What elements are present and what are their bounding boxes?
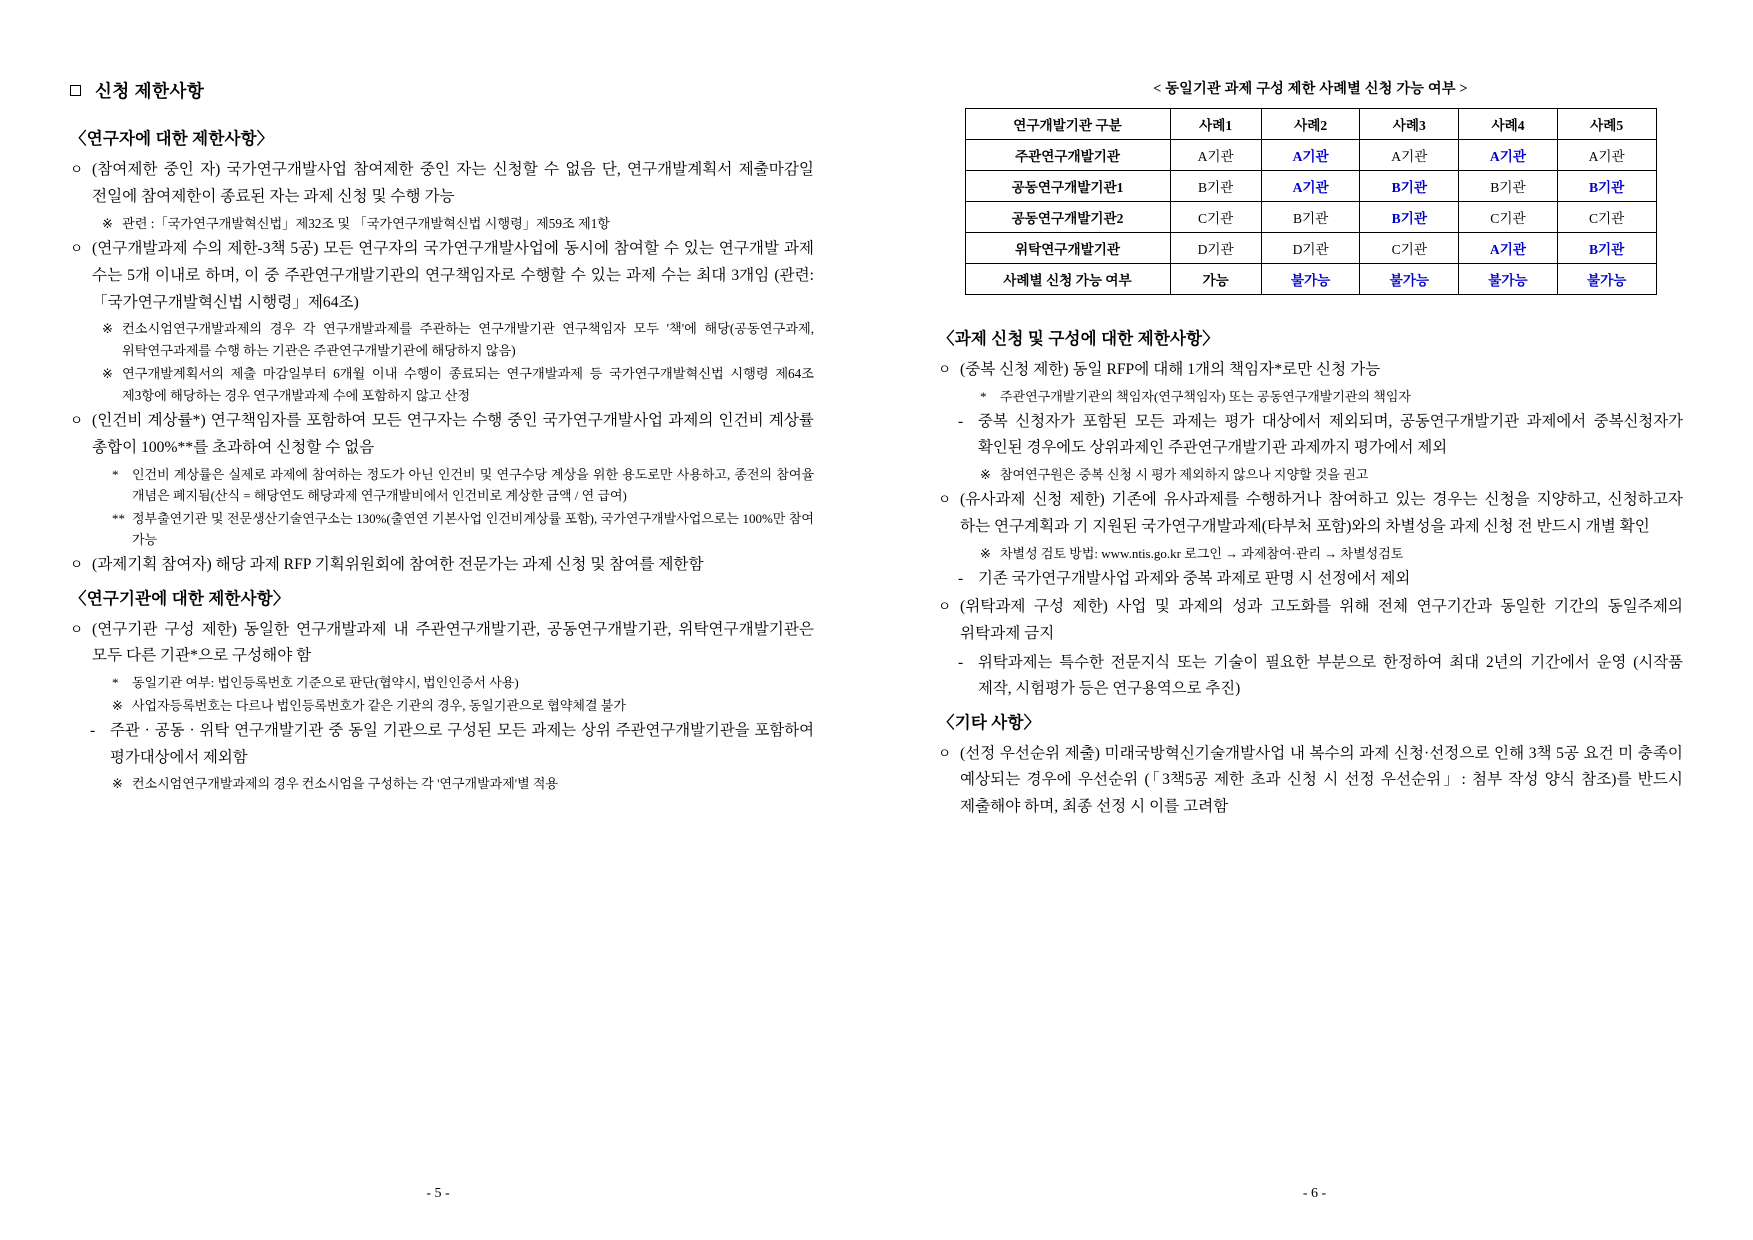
note-item: * 인건비 계상률은 실제로 과제에 참여하는 정도가 아닌 인건비 및 연구수당 계상을 위한 용도로만 사용하고, 종전의 참여율 개념은 폐지됨(산식 = 해당연도 해당과제 연구개발비에서 인건비로 계상한 금액 / 연 급여) [70, 464, 814, 506]
note-item: * 주관연구개발기관의 책임자(연구책임자) 또는 공동연구개발기관의 책임자 [938, 386, 1683, 407]
table-row [965, 233, 1656, 264]
table-cell: A기관 [1360, 140, 1459, 171]
sub-list-item: - 위탁과제는 특수한 전문지식 또는 기술이 필요한 부분으로 한정하여 최대 2년의 기간에서 운영 (시작품 제작, 시험평가 등은 연구용역으로 추진) [938, 650, 1683, 703]
table-col-header: 사례1 [1170, 109, 1261, 140]
page-number-left: - 5 - [426, 1186, 450, 1201]
circle-bullet-icon: ㅇ [70, 162, 84, 177]
square-bullet-icon [70, 85, 81, 96]
dash-bullet-icon: - [90, 722, 96, 740]
table-cell: B기관 [1557, 171, 1656, 202]
table-cell: 불가능 [1459, 264, 1558, 295]
table-caption: < 동일기관 과제 구성 제한 사례별 신청 가능 여부 > [1153, 81, 1468, 97]
table-cell: B기관 [1360, 202, 1459, 233]
page-number-right: - 6 - [1302, 1186, 1327, 1201]
asterisk-mark-icon: * [112, 466, 119, 482]
table-row-label: 주관연구개발기관 [965, 140, 1170, 171]
list-item: ㅇ (중복 신청 제한) 동일 RFP에 대해 1개의 책임자*로만 신청 가능 [938, 357, 1683, 384]
table-row [965, 264, 1656, 295]
circle-bullet-icon: ㅇ [70, 412, 84, 428]
table-row [965, 140, 1656, 171]
list-item: ㅇ (인건비 계상률*) 연구책임자를 포함하여 모든 연구자는 수행 중인 국가연구개발사업 과제의 인건비 계상률 총합이 100%**를 초과하여 신청할 수 없음 [70, 408, 814, 462]
subsection-application-heading: 〈과제 신청 및 구성에 대한 제한사항〉 [938, 329, 1219, 348]
table-cell: B기관 [1360, 171, 1459, 202]
table-row-label: 위탁연구개발기관 [965, 233, 1170, 264]
page-title [70, 78, 814, 103]
double-asterisk-mark-icon: ** [112, 510, 125, 526]
list-item: ㅇ (유사과제 신청 제한) 기존에 유사과제를 수행하거나 참여하고 있는 경우는 신청을 지양하고, 신청하고자 하는 연구계획과 기 지원된 국가연구개발과제(타부처 포함)와의 차별성을 과제 신청 전 반드시 개별 확인 [938, 487, 1683, 541]
note-item: ※ 차별성 검토 방법: www.ntis.go.kr 로그인 → 과제참여·관리 → 차별성검토 [938, 543, 1683, 564]
note-item: ※ 참여연구원은 중복 신청 시 평가 제외하지 않으나 지양할 것을 권고 [938, 464, 1683, 485]
reference-mark-icon: ※ [980, 466, 991, 482]
table-cell: D기관 [1261, 233, 1360, 264]
table-cell: C기관 [1170, 202, 1261, 233]
note-item: * 동일기관 여부: 법인등록번호 기준으로 판단(협약시, 법인인증서 사용) [70, 672, 814, 693]
reference-mark-icon: ※ [980, 545, 991, 561]
table-cell: C기관 [1557, 202, 1656, 233]
reference-mark-icon: ※ [102, 215, 114, 231]
subsection-etc-heading: 〈기타 사항〉 [938, 712, 1041, 732]
circle-bullet-icon: ㅇ [70, 621, 84, 637]
table-col-header: 사례4 [1459, 109, 1558, 140]
table-cell: B기관 [1557, 233, 1656, 264]
table-row-label: 사례별 신청 가능 여부 [965, 264, 1170, 295]
left-column [0, 0, 876, 1240]
circle-bullet-icon: ㅇ [70, 556, 84, 572]
list-item: ㅇ (참여제한 중인 자) 국가연구개발사업 참여제한 중인 자는 신청할 수 없음 단, 연구개발계획서 제출마감일 전일에 참여제한이 종료된 자는 과제 신청 및 수행 가능 [70, 157, 814, 211]
list-item: ㅇ (과제기획 참여자) 해당 과제 RFP 기획위원회에 참여한 전문가는 과제 신청 및 참여를 제한함 [70, 552, 814, 579]
sub-list-item: - 주관 · 공동 · 위탁 연구개발기관 중 동일 기관으로 구성된 모든 과제는 상위 주관연구개발기관을 포함하여 평가대상에서 제외함 [70, 718, 814, 771]
note-item: ※ 관련 :「국가연구개발혁신법」제32조 및 「국가연구개발혁신법 시행령」제59조 제1항 [70, 213, 814, 234]
circle-bullet-icon: ㅇ [938, 362, 952, 377]
case-eligibility-table [965, 108, 1657, 295]
table-cell: A기관 [1557, 140, 1656, 171]
asterisk-mark-icon: * [980, 388, 987, 404]
table-cell: 가능 [1170, 264, 1261, 295]
subsection-institution-heading: 〈연구기관에 대한 제한사항〉 [70, 588, 290, 608]
table-cell: 불가능 [1261, 264, 1360, 295]
table-body [965, 140, 1656, 295]
asterisk-mark-icon: * [112, 675, 119, 691]
note-item: ※ 컨소시엄연구개발과제의 경우 컨소시엄을 구성하는 각 '연구개발과제'별 적용 [70, 773, 814, 794]
table-cell: A기관 [1261, 140, 1360, 171]
dash-bullet-icon: - [958, 569, 964, 587]
reference-mark-icon: ※ [102, 366, 114, 382]
circle-bullet-icon: ㅇ [70, 241, 84, 256]
circle-bullet-icon: ㅇ [938, 599, 952, 615]
table-cell: B기관 [1261, 202, 1360, 233]
table-row [965, 171, 1656, 202]
list-item: ㅇ (연구개발과제 수의 제한-3책 5공) 모든 연구자의 국가연구개발사업에 동시에 참여할 수 있는 연구개발 과제 수는 5개 이내로 하며, 이 중 주관연구개발기관의 연구책임자로 수행할 수 있는 과제 수는 최대 3개임 (관련: 「국가연구개발혁신법 시행령」제64조) [70, 236, 814, 316]
table-col-header: 사례3 [1360, 109, 1459, 140]
dash-bullet-icon: - [958, 653, 964, 671]
list-item: ㅇ (위탁과제 구성 제한) 사업 및 과제의 성과 고도화를 위해 전체 연구기간과 동일한 기간의 동일주제의 위탁과제 금지 [938, 594, 1683, 648]
sub-list-item: - 기존 국가연구개발사업 과제와 중복 과제로 판명 시 선정에서 제외 [938, 566, 1683, 592]
table-header-row [965, 109, 1656, 140]
list-item: ㅇ (선정 우선순위 제출) 미래국방혁신기술개발사업 내 복수의 과제 신청·선정으로 인해 3책 5공 요건 미 충족이 예상되는 경우에 우선순위 (「3책5공 제한 초과 신청 시 선정 우선순위」: 첨부 작성 양식 참조)를 반드시 제출해야 하며, 최종 선정 시 이를 고려함 [938, 741, 1683, 821]
note-item: ※ 연구개발계획서의 제출 마감일부터 6개월 이내 수행이 종료되는 연구개발과제 등 국가연구개발혁신법 시행령 제64조 제3항에 해당하는 경우 연구개발과제 수에 포함하지 않고 산정 [70, 363, 814, 406]
table-cell: C기관 [1360, 233, 1459, 264]
right-column [876, 0, 1753, 1240]
table-cell: A기관 [1170, 140, 1261, 171]
table-row-label: 공동연구개발기관2 [965, 202, 1170, 233]
table-header [965, 109, 1656, 140]
table-cell: A기관 [1261, 171, 1360, 202]
table-cell: A기관 [1459, 140, 1558, 171]
table-cell: D기관 [1170, 233, 1261, 264]
note-item: ※ 사업자등록번호는 다르나 법인등록번호가 같은 기관의 경우, 동일기관으로 협약체결 불가 [70, 695, 814, 716]
circle-bullet-icon: ㅇ [938, 491, 952, 507]
table-col-header: 사례2 [1261, 109, 1360, 140]
table-cell: 불가능 [1557, 264, 1656, 295]
note-item: ※ 컨소시엄연구개발과제의 경우 각 연구개발과제를 주관하는 연구개발기관 연구책임자 모두 '책'에 해당(공동연구과제, 위탁연구과제를 수행 하는 기관은 주관연구개발기관에 해당하지 않음) [70, 318, 814, 361]
circle-bullet-icon: ㅇ [938, 745, 952, 761]
list-item: ㅇ (연구기관 구성 제한) 동일한 연구개발과제 내 주관연구개발기관, 공동연구개발기관, 위탁연구개발기관은 모두 다른 기관*으로 구성해야 함 [70, 617, 814, 671]
section-title-text: 신청 제한사항 [95, 81, 205, 101]
table-row [965, 202, 1656, 233]
table-cell: C기관 [1459, 202, 1558, 233]
table-cell: 불가능 [1360, 264, 1459, 295]
table-cell: B기관 [1170, 171, 1261, 202]
table-cell: A기관 [1459, 233, 1558, 264]
reference-mark-icon: ※ [112, 698, 123, 714]
table-col-header: 사례5 [1557, 109, 1656, 140]
reference-mark-icon: ※ [102, 321, 114, 337]
sub-list-item: - 중복 신청자가 포함된 모든 과제는 평가 대상에서 제외되며, 공동연구개발기관 과제에서 중복신청자가 확인된 경우에도 상위과제인 주관연구개발기관 과제까지 평가에서 제외 [938, 409, 1683, 462]
reference-mark-icon: ※ [112, 776, 123, 792]
table-cell: B기관 [1459, 171, 1558, 202]
note-item: ** 정부출연기관 및 전문생산기술연구소는 130%(출연연 기본사업 인건비계상률 포함), 국가연구개발사업으로는 100%만 참여 가능 [70, 508, 814, 550]
subsection-researcher-heading: 〈연구자에 대한 제한사항〉 [70, 129, 274, 148]
table-row-label: 공동연구개발기관1 [965, 171, 1170, 202]
table-col-header: 연구개발기관 구분 [965, 109, 1170, 140]
dash-bullet-icon: - [958, 412, 964, 430]
